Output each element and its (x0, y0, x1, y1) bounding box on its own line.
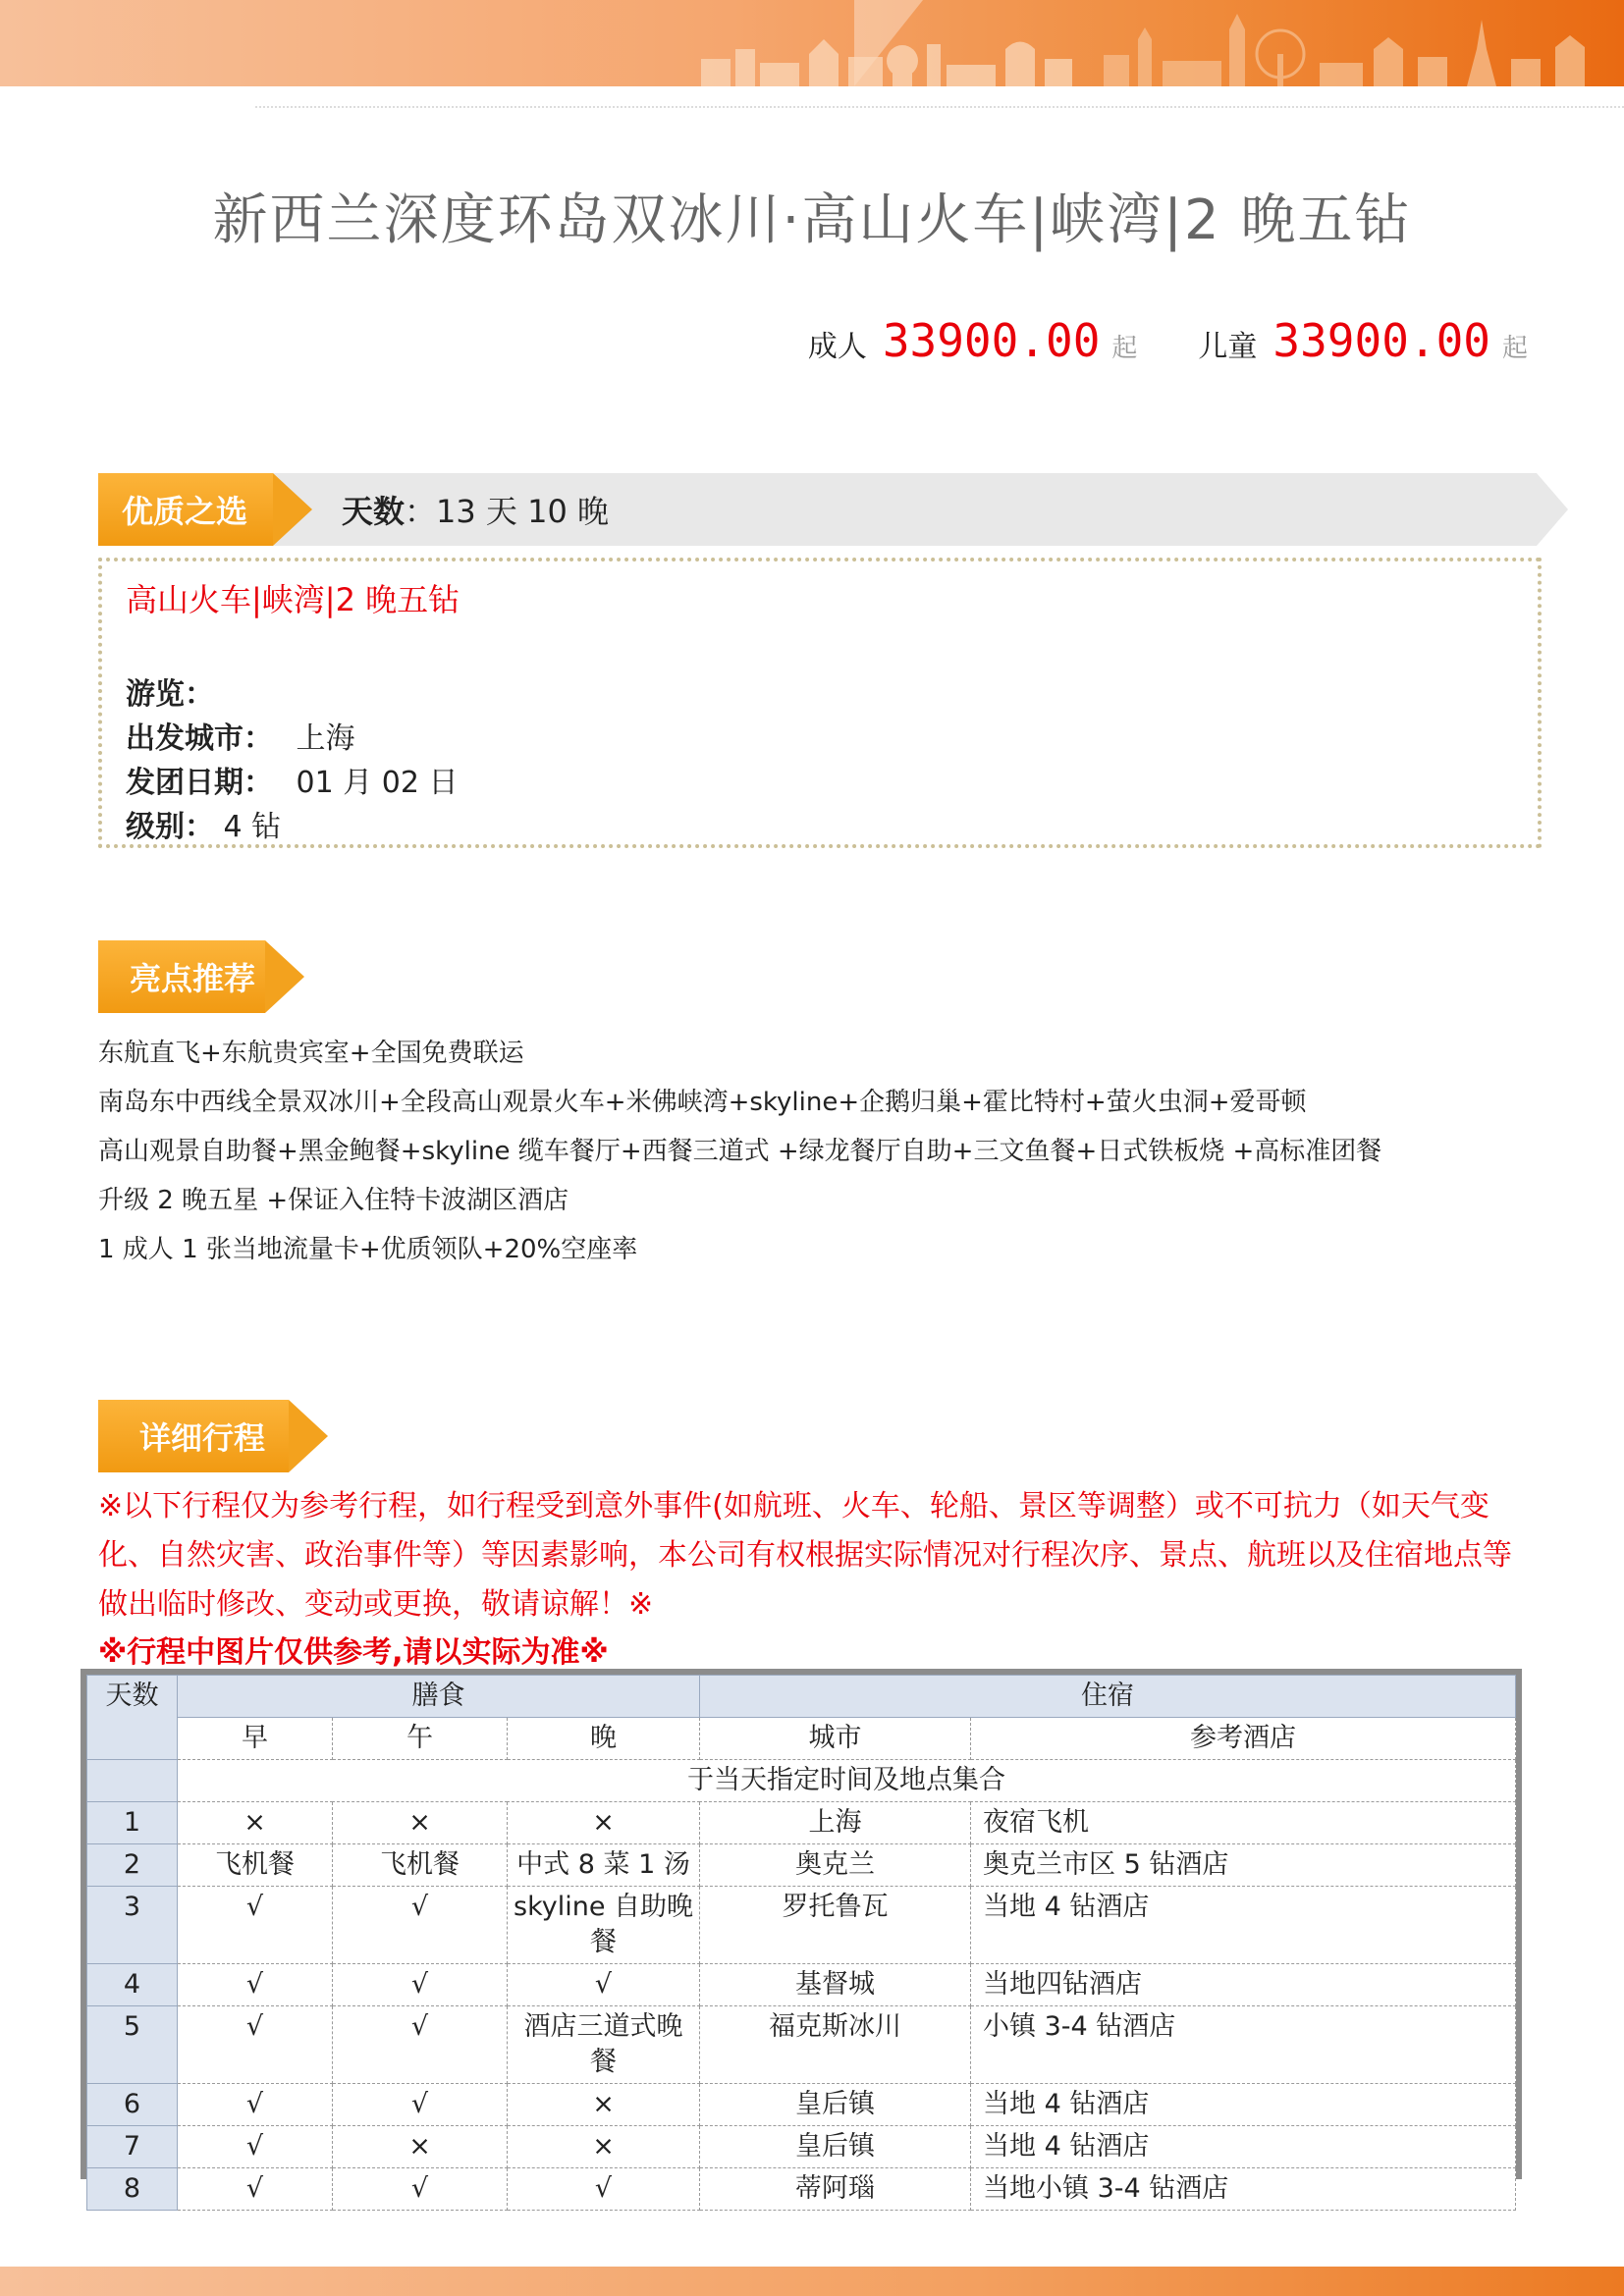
highlight-line: 东航直飞+东航贵宾室+全国免费联运 (98, 1039, 524, 1068)
child-price-value: 33900.00 (1272, 314, 1490, 367)
itinerary-disclaimer: ※以下行程仅为参考行程，如行程受到意外事件(如航班、火车、轮船、景区等调整）或不可抗力（如天气变化、自然灾害、政治事件等）等因素影响，本公司有权根据实际情况对行程次序、景点、航班以及住宿地点等做出临时修改、变动或更换，敬请谅解！※ (98, 1489, 1512, 1622)
table-row (87, 1802, 1516, 1844)
header-dinner: 晚 (508, 1718, 700, 1760)
header-stay: 住宿 (700, 1676, 1516, 1718)
hotel-cell: 当地四钻酒店 (971, 1964, 1516, 2006)
tour-label: 游览： (126, 677, 214, 712)
tour-label-line (126, 669, 214, 713)
city-skyline-icon (691, 0, 1624, 86)
adult-price-label: 成人 (807, 330, 867, 364)
highlight-line: 高山观景自助餐+黑金鲍餐+skyline 缆车餐厅+西餐三道式 +绿龙餐厅自助+三文鱼餐+日式铁板烧 +高标准团餐 (98, 1137, 1382, 1166)
breakfast-cell: √ (178, 1964, 333, 2006)
table-row (87, 2168, 1516, 2211)
lunch-cell: √ (333, 2006, 508, 2084)
lunch-cell: √ (333, 1887, 508, 1964)
breakfast-cell: 飞机餐 (178, 1844, 333, 1887)
header-meals: 膳食 (178, 1676, 700, 1718)
hotel-cell: 当地小镇 3-4 钻酒店 (971, 2168, 1516, 2211)
tour-subtitle: 高山火车|峡湾|2 晚五钻 (126, 581, 460, 618)
table-header-row (87, 1676, 1516, 1718)
table-row (87, 2084, 1516, 2126)
days-info (342, 473, 609, 546)
highlights-tag: 亮点推荐 (98, 940, 265, 1013)
day-cell: 6 (87, 2084, 178, 2126)
city-cell: 基督城 (700, 1964, 971, 2006)
adult-price-value: 33900.00 (882, 314, 1101, 367)
hotel-cell: 当地 4 钻酒店 (971, 2084, 1516, 2126)
departure-line (126, 714, 355, 757)
lunch-cell: √ (333, 2168, 508, 2211)
day-cell: 5 (87, 2006, 178, 2084)
hotel-cell: 小镇 3-4 钻酒店 (971, 2006, 1516, 2084)
lunch-cell: × (333, 2126, 508, 2168)
table-row (87, 1760, 1516, 1802)
city-cell: 上海 (700, 1802, 971, 1844)
lunch-cell: √ (333, 2084, 508, 2126)
header-city: 城市 (700, 1718, 971, 1760)
dinner-cell: √ (508, 1964, 700, 2006)
dinner-cell: skyline 自助晚餐 (508, 1887, 700, 1964)
itinerary-table (81, 1669, 1522, 2204)
header-lunch: 午 (333, 1718, 508, 1760)
table-row (87, 2006, 1516, 2084)
level-line (126, 802, 281, 845)
day-cell: 7 (87, 2126, 178, 2168)
child-price-suffix: 起 (1501, 334, 1528, 363)
top-banner (0, 0, 1624, 86)
days-bar (98, 473, 1537, 546)
page-title: 新西兰深度环岛双冰川·高山火车|峡湾|2 晚五钻 (212, 188, 1412, 252)
image-note: ※行程中图片仅供参考,请以实际为准※ (98, 1635, 609, 1670)
highlight-line: 1 成人 1 张当地流量卡+优质领队+20%空座率 (98, 1235, 638, 1264)
departure-label: 出发城市： (126, 721, 273, 756)
hotel-cell: 当地 4 钻酒店 (971, 1887, 1516, 1964)
city-cell: 福克斯冰川 (700, 2006, 971, 2084)
highlight-line: 升级 2 晚五星 +保证入住特卡波湖区酒店 (98, 1186, 569, 1215)
table-row (87, 1964, 1516, 2006)
breakfast-cell: × (178, 1802, 333, 1844)
quality-tag: 优质之选 (98, 473, 273, 546)
city-cell: 蒂阿瑙 (700, 2168, 971, 2211)
hotel-cell: 当地 4 钻酒店 (971, 2126, 1516, 2168)
hotel-cell: 奥克兰市区 5 钻酒店 (971, 1844, 1516, 1887)
day-cell: 8 (87, 2168, 178, 2211)
dinner-cell: 酒店三道式晚餐 (508, 2006, 700, 2084)
city-cell: 皇后镇 (700, 2126, 971, 2168)
dinner-cell: × (508, 2084, 700, 2126)
itinerary-tag: 详细行程 (98, 1400, 289, 1472)
departure-value: 上海 (296, 721, 355, 756)
bottom-bar (0, 2267, 1624, 2296)
breakfast-cell: √ (178, 2168, 333, 2211)
date-label: 发团日期： (126, 766, 273, 800)
day-cell: 2 (87, 1844, 178, 1887)
header-day: 天数 (87, 1676, 178, 1760)
city-cell: 奥克兰 (700, 1844, 971, 1887)
dinner-cell: √ (508, 2168, 700, 2211)
dinner-cell: × (508, 1802, 700, 1844)
day-cell: 1 (87, 1802, 178, 1844)
header-breakfast: 早 (178, 1718, 333, 1760)
dinner-cell: × (508, 2126, 700, 2168)
child-price-label: 儿童 (1198, 330, 1258, 364)
date-value: 01 月 02 日 (296, 766, 459, 800)
city-cell: 罗托鲁瓦 (700, 1887, 971, 1964)
price-row (808, 314, 1528, 367)
lunch-cell: √ (333, 1964, 508, 2006)
lunch-cell: 飞机餐 (333, 1844, 508, 1887)
header-hotel: 参考酒店 (971, 1718, 1516, 1760)
table-subheader-row (87, 1718, 1516, 1760)
adult-price-suffix: 起 (1111, 334, 1138, 363)
highlight-line: 南岛东中西线全景双冰川+全段高山观景火车+米佛峡湾+skyline+企鹅归巢+霍比特村+萤火虫洞+爱哥顿 (98, 1088, 1307, 1117)
top-divider (255, 106, 1624, 108)
level-value: 4 钻 (223, 810, 282, 844)
hotel-cell: 夜宿飞机 (971, 1802, 1516, 1844)
breakfast-cell: √ (178, 2126, 333, 2168)
city-cell: 皇后镇 (700, 2084, 971, 2126)
tour-info-box (98, 558, 1542, 848)
table-row (87, 1844, 1516, 1887)
meet-note: 于当天指定时间及地点集合 (178, 1760, 1516, 1802)
date-line (126, 758, 459, 801)
table-row (87, 2126, 1516, 2168)
day-cell: 3 (87, 1887, 178, 1964)
breakfast-cell: √ (178, 1887, 333, 1964)
level-label: 级别： (126, 810, 214, 844)
dinner-cell: 中式 8 菜 1 汤 (508, 1844, 700, 1887)
breakfast-cell: √ (178, 2084, 333, 2126)
breakfast-cell: √ (178, 2006, 333, 2084)
days-label: 天数 (342, 493, 406, 530)
day-cell: 4 (87, 1964, 178, 2006)
days-value: ：13 天 10 晚 (405, 493, 609, 530)
table-row (87, 1887, 1516, 1964)
lunch-cell: × (333, 1802, 508, 1844)
